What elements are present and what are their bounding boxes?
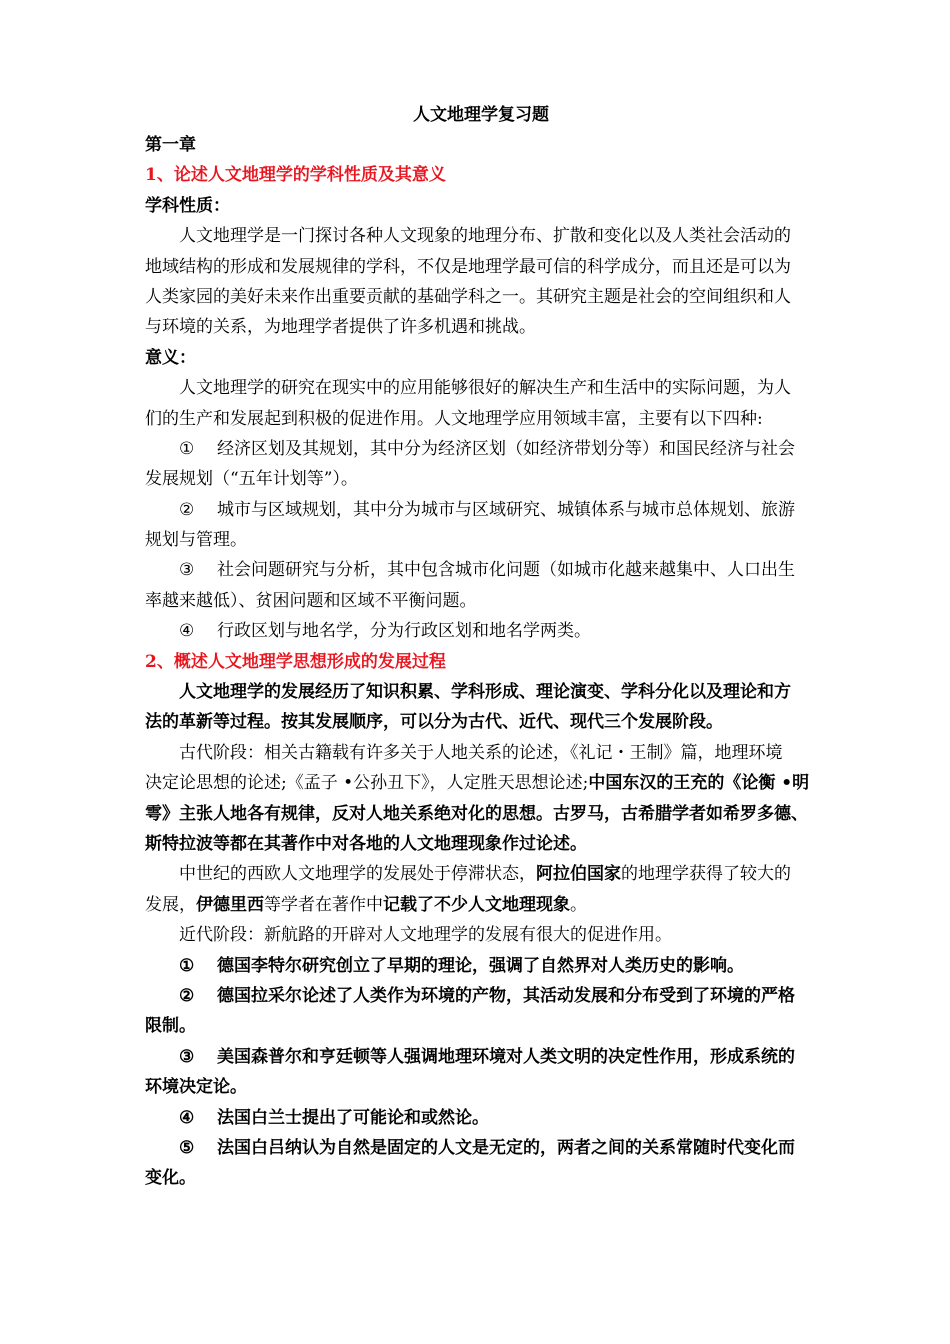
document-title: 人文地理学复习题 xyxy=(413,105,549,125)
question-1-heading: 1、论述人文地理学的学科性质及其意义 xyxy=(145,165,446,186)
item-text: 社会问题研究与分析，其中包含城市化问题（如城市化越来越集中、人口出生 xyxy=(217,560,795,581)
chapter-heading: 第一章 xyxy=(145,135,196,155)
list-item xyxy=(145,495,817,525)
medieval-text: 发展， xyxy=(145,894,196,915)
list-item-continuation: 限制。 xyxy=(145,1016,196,1037)
list-item-continuation: 发展规划（“五年计划等”）。 xyxy=(145,469,358,490)
list-item xyxy=(145,1133,817,1163)
item-text: 美国森普尔和亨廷顿等人强调地理环境对人类文明的决定性作用，形成系统的 xyxy=(217,1046,795,1067)
medieval-bold-text: 伊德里西 xyxy=(196,894,264,915)
item-number: ③ xyxy=(179,560,195,581)
ancient-text: 决定论思想的论述;《孟子 •公孙丑下》，人定胜天思想论述; xyxy=(145,773,589,794)
list-item-continuation: 率越来越低）、贫困问题和区域不平衡问题。 xyxy=(145,590,477,611)
document-body xyxy=(145,100,817,1194)
item-number: ④ xyxy=(179,621,195,642)
list-item xyxy=(145,1042,817,1072)
intro-line: 法的革新等过程。按其发展顺序，可以分为古代、近代、现代三个发展阶段。 xyxy=(145,712,723,733)
ancient-bold-text: 中国东汉的王充的《论衡 •明 xyxy=(588,773,810,794)
item-number: ① xyxy=(179,955,195,976)
item-number: ③ xyxy=(179,1046,195,1067)
medieval-text: 的地理学获得了较大的 xyxy=(621,864,791,885)
item-text: 城市与区域规划，其中分为城市与区域研究、城镇体系与城市总体规划、旅游 xyxy=(217,499,795,520)
list-item xyxy=(145,1103,817,1133)
item-number: ② xyxy=(179,985,195,1006)
item-number: ④ xyxy=(179,1107,195,1128)
nature-line: 人文地理学是一门探讨各种人文现象的地理分布、扩散和变化以及人类社会活动的 xyxy=(179,226,791,247)
ancient-line: 雩》主张人地各有规律，反对人地关系绝对化的思想。古罗马，古希腊学者如希罗多德、 xyxy=(145,803,808,824)
list-item-continuation: 环境决定论。 xyxy=(145,1077,247,1098)
ancient-line xyxy=(145,768,817,798)
meaning-label: 意义： xyxy=(145,347,196,368)
ancient-line: 古代阶段：相关古籍载有许多关于人地关系的论述，《礼记・王制》篇，地理环境 xyxy=(179,742,783,763)
item-text: 德国李特尔研究创立了早期的理论，强调了自然界对人类历史的影响。 xyxy=(217,955,744,976)
meaning-line: 人文地理学的研究在现实中的应用能够很好的解决生产和生活中的实际问题，为人 xyxy=(179,378,791,399)
list-item-continuation: 变化。 xyxy=(145,1168,196,1189)
item-number: ⑤ xyxy=(179,1137,195,1158)
modern-intro: 近代阶段：新航路的开辟对人文地理学的发展有很大的促进作用。 xyxy=(179,925,672,946)
item-number: ① xyxy=(179,438,195,459)
list-item xyxy=(145,555,817,585)
list-item xyxy=(145,981,817,1011)
medieval-bold-text: 记载了不少人文地理现象 xyxy=(383,894,570,915)
nature-line: 人类家园的美好未来作出重要贡献的基础学科之一。其研究主题是社会的空间组织和人 xyxy=(145,286,791,307)
item-text: 法国白吕纳认为自然是固定的人文是无定的，两者之间的关系常随时代变化而 xyxy=(217,1137,795,1158)
question-2-heading: 2、概述人文地理学思想形成的发展过程 xyxy=(145,651,446,672)
list-item xyxy=(145,616,817,646)
ancient-line: 斯特拉波等都在其著作中对各地的人文地理现象作过论述。 xyxy=(145,833,587,854)
nature-label: 学科性质： xyxy=(145,195,230,216)
item-text: 经济区划及其规划，其中分为经济区划（如经济带划分等）和国民经济与社会 xyxy=(217,438,795,459)
medieval-line xyxy=(145,890,817,920)
item-text: 行政区划与地名学，分为行政区划和地名学两类。 xyxy=(217,621,591,642)
list-item xyxy=(145,951,817,981)
medieval-text: 中世纪的西欧人文地理学的发展处于停滞状态， xyxy=(179,864,536,885)
item-text: 德国拉采尔论述了人类作为环境的产物，其活动发展和分布受到了环境的严格 xyxy=(217,985,795,1006)
medieval-line xyxy=(145,859,817,889)
intro-line: 人文地理学的发展经历了知识积累、学科形成、理论演变、学科分化以及理论和方 xyxy=(179,682,791,703)
item-text: 法国白兰士提出了可能论和或然论。 xyxy=(217,1107,489,1128)
nature-line: 与环境的关系，为地理学者提供了许多机遇和挑战。 xyxy=(145,317,536,338)
medieval-text: 等学者在著作中 xyxy=(264,894,383,915)
medieval-bold-text: 阿拉伯国家 xyxy=(536,864,621,885)
list-item xyxy=(145,434,817,464)
nature-line: 地域结构的形成和发展规律的学科，不仅是地理学最可信的科学成分，而且还是可以为 xyxy=(145,256,791,277)
list-item-continuation: 规划与管理。 xyxy=(145,530,247,551)
medieval-text: 。 xyxy=(570,894,587,915)
item-number: ② xyxy=(179,499,195,520)
meaning-line: 们的生产和发展起到积极的促进作用。人文地理学应用领域丰富，主要有以下四种: xyxy=(145,408,763,429)
